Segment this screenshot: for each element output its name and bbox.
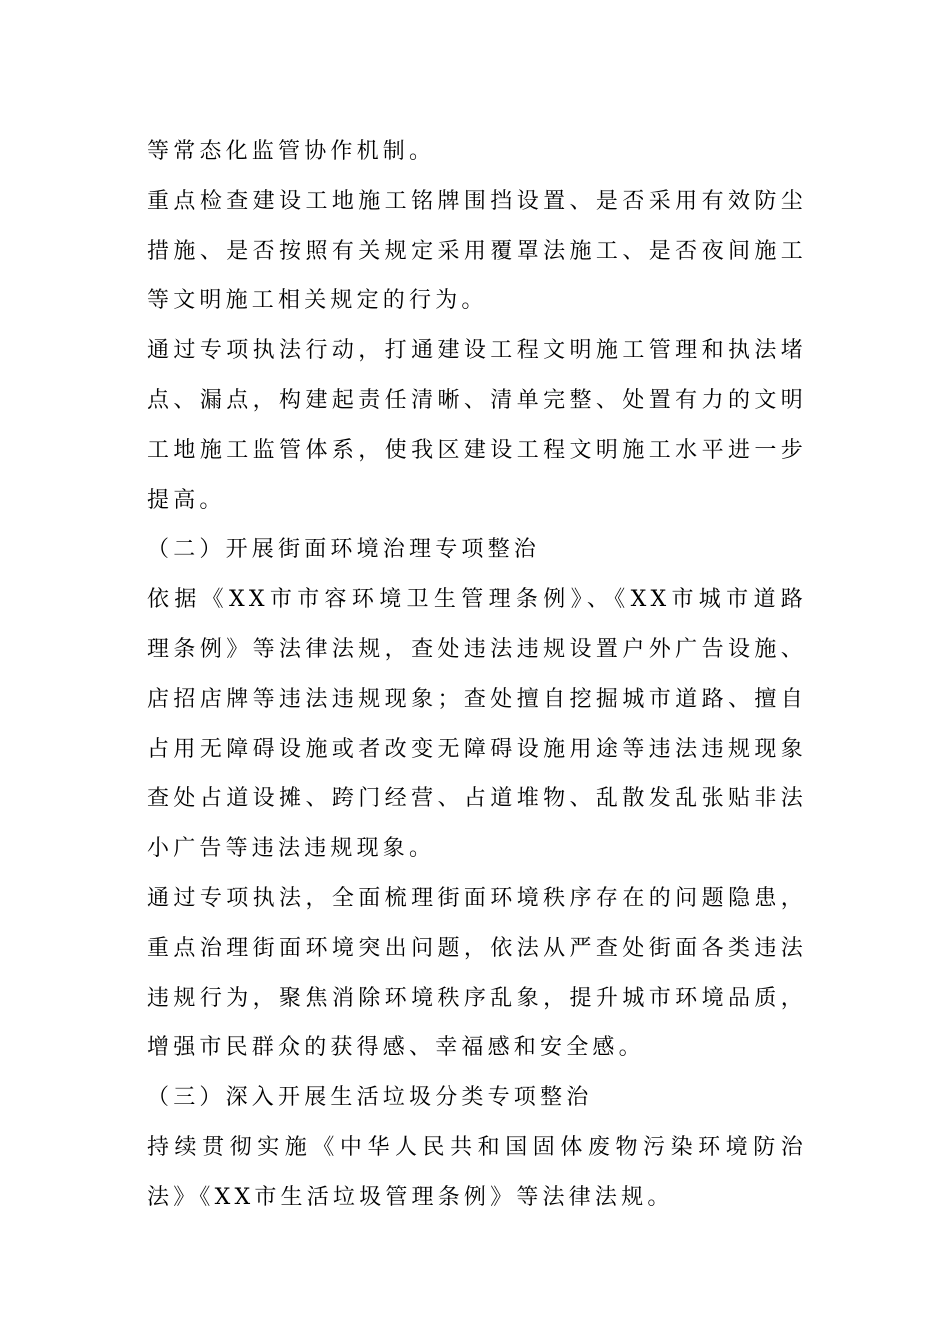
paragraph-line: 工地施工监管体系，使我区建设工程文明施工水平进一步 xyxy=(147,437,807,463)
section-heading: （二）开展街面环境治理专项整治 xyxy=(147,537,541,563)
paragraph xyxy=(147,326,807,525)
document-body xyxy=(147,127,807,1223)
paragraph-line: 增强市民群众的获得感、幸福感和安全感。 xyxy=(147,1035,645,1061)
paragraph-line: 法》《XX市生活垃圾管理条例》等法律法规。 xyxy=(147,1184,674,1210)
paragraph-line: 理条例》等法律法规，查处违法违规设置户外广告设施、 xyxy=(147,636,807,662)
paragraph-line: 重点治理街面环境突出问题，依法从严查处街面各类违法 xyxy=(147,935,807,961)
paragraph-line: 查处占道设摊、跨门经营、占道堆物、乱散发乱张贴非法 xyxy=(147,786,807,812)
paragraph-line: 店招店牌等违法违规现象；查处擅自挖掘城市道路、擅自 xyxy=(147,686,807,712)
paragraph-line: 点、漏点，构建起责任清晰、清单完整、处置有力的文明 xyxy=(147,387,807,413)
paragraph xyxy=(147,177,807,326)
paragraph-line: 等常态化监管协作机制。 xyxy=(147,139,436,164)
paragraph-line: 等文明施工相关规定的行为。 xyxy=(147,288,488,314)
paragraph xyxy=(147,1123,807,1223)
paragraph-line: 小广告等违法违规现象。 xyxy=(147,836,436,862)
paragraph-line: 占用无障碍设施或者改变无障碍设施用途等违法违规现象 xyxy=(147,736,807,762)
paragraph-line: 依据《XX市市容环境卫生管理条例》、《XX市城市道路 xyxy=(147,587,807,613)
section-heading: （三）深入开展生活垃圾分类专项整治 xyxy=(147,1085,593,1111)
paragraph-line: 重点检查建设工地施工铭牌围挡设置、是否采用有效防尘 xyxy=(147,188,807,214)
paragraph xyxy=(147,127,807,177)
paragraph-line: 措施、是否按照有关规定采用覆罩法施工、是否夜间施工 xyxy=(147,238,807,264)
paragraph-line: 违规行为，聚焦消除环境秩序乱象，提升城市环境品质， xyxy=(147,985,807,1011)
paragraph-line: 通过专项执法，全面梳理街面环境秩序存在的问题隐患， xyxy=(147,885,807,911)
paragraph xyxy=(147,575,807,874)
paragraph-line: 持续贯彻实施《中华人民共和国固体废物污染环境防治 xyxy=(147,1134,807,1160)
paragraph-line: 提高。 xyxy=(147,487,226,513)
paragraph-line: 通过专项执法行动，打通建设工程文明施工管理和执法堵 xyxy=(147,338,807,364)
paragraph xyxy=(147,874,807,1073)
